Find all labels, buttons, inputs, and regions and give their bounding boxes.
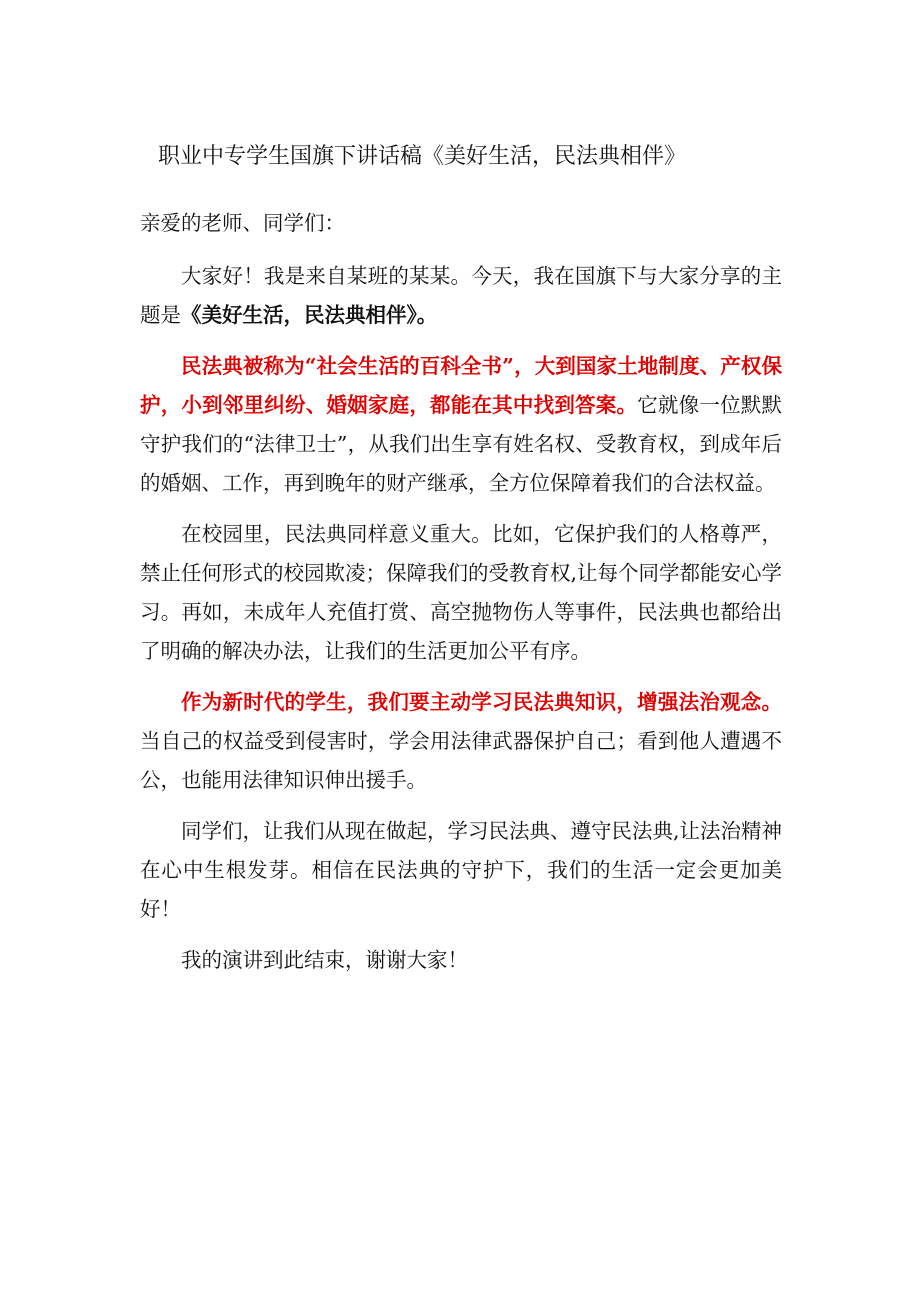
speech-topic: 《美好生活，民法典相伴》。	[181, 303, 438, 327]
document-body	[140, 204, 782, 992]
paragraph-students-duty	[140, 683, 782, 800]
salutation: 亲爱的老师、同学们：	[140, 211, 345, 235]
rights-protection-text: 当自己的权益受到侵害时，学会用法律武器保护自己；看到他人遭遇不公，也能用法律知识伸出援手。	[140, 729, 782, 792]
highlight-civil-code-encyclopedia: 民法典被称为“社会生活的百科全书”，大到国家土地制度、产权保护，小到邻里纠纷、婚姻家庭，都能在其中找到答案。	[140, 354, 782, 417]
greeting-text: 大家好！我是来自某班的某某。今天，我在国旗下与大家分享的主题是	[140, 264, 782, 327]
paragraph-campus: 在校园里，民法典同样意义重大。比如，它保护我们的人格尊严，禁止任何形式的校园欺凌；保障我们的受教育权,让每个同学都能安心学习。再如，未成年人充值打赏、高空抛物伤人等事件，民法典也都给出了明确的解决办法，让我们的生活更加公平有序。	[140, 522, 783, 663]
paragraph-greeting	[140, 257, 782, 335]
paragraph-civil-code-intro	[140, 347, 782, 503]
paragraph-call-to-action: 同学们，让我们从现在做起，学习民法典、遵守民法典,让法治精神在心中生根发芽。相信在民法典的守护下，我们的生活一定会更加美好！	[140, 819, 783, 921]
document-title: 职业中专学生国旗下讲话稿《美好生活，民法典相伴》	[158, 144, 687, 169]
paragraph-closing: 我的演讲到此结束，谢谢大家！	[181, 948, 468, 972]
civil-code-guardian-text: 它就像一位默默守护我们的“法律卫士”，从我们出生享有姓名权、受教育权，到成年后的婚姻、工作，再到晚年的财产继承，全方位保障着我们的合法权益。	[140, 393, 783, 495]
highlight-learn-civil-code: 作为新时代的学生，我们要主动学习民法典知识，增强法治观念。	[181, 690, 782, 714]
